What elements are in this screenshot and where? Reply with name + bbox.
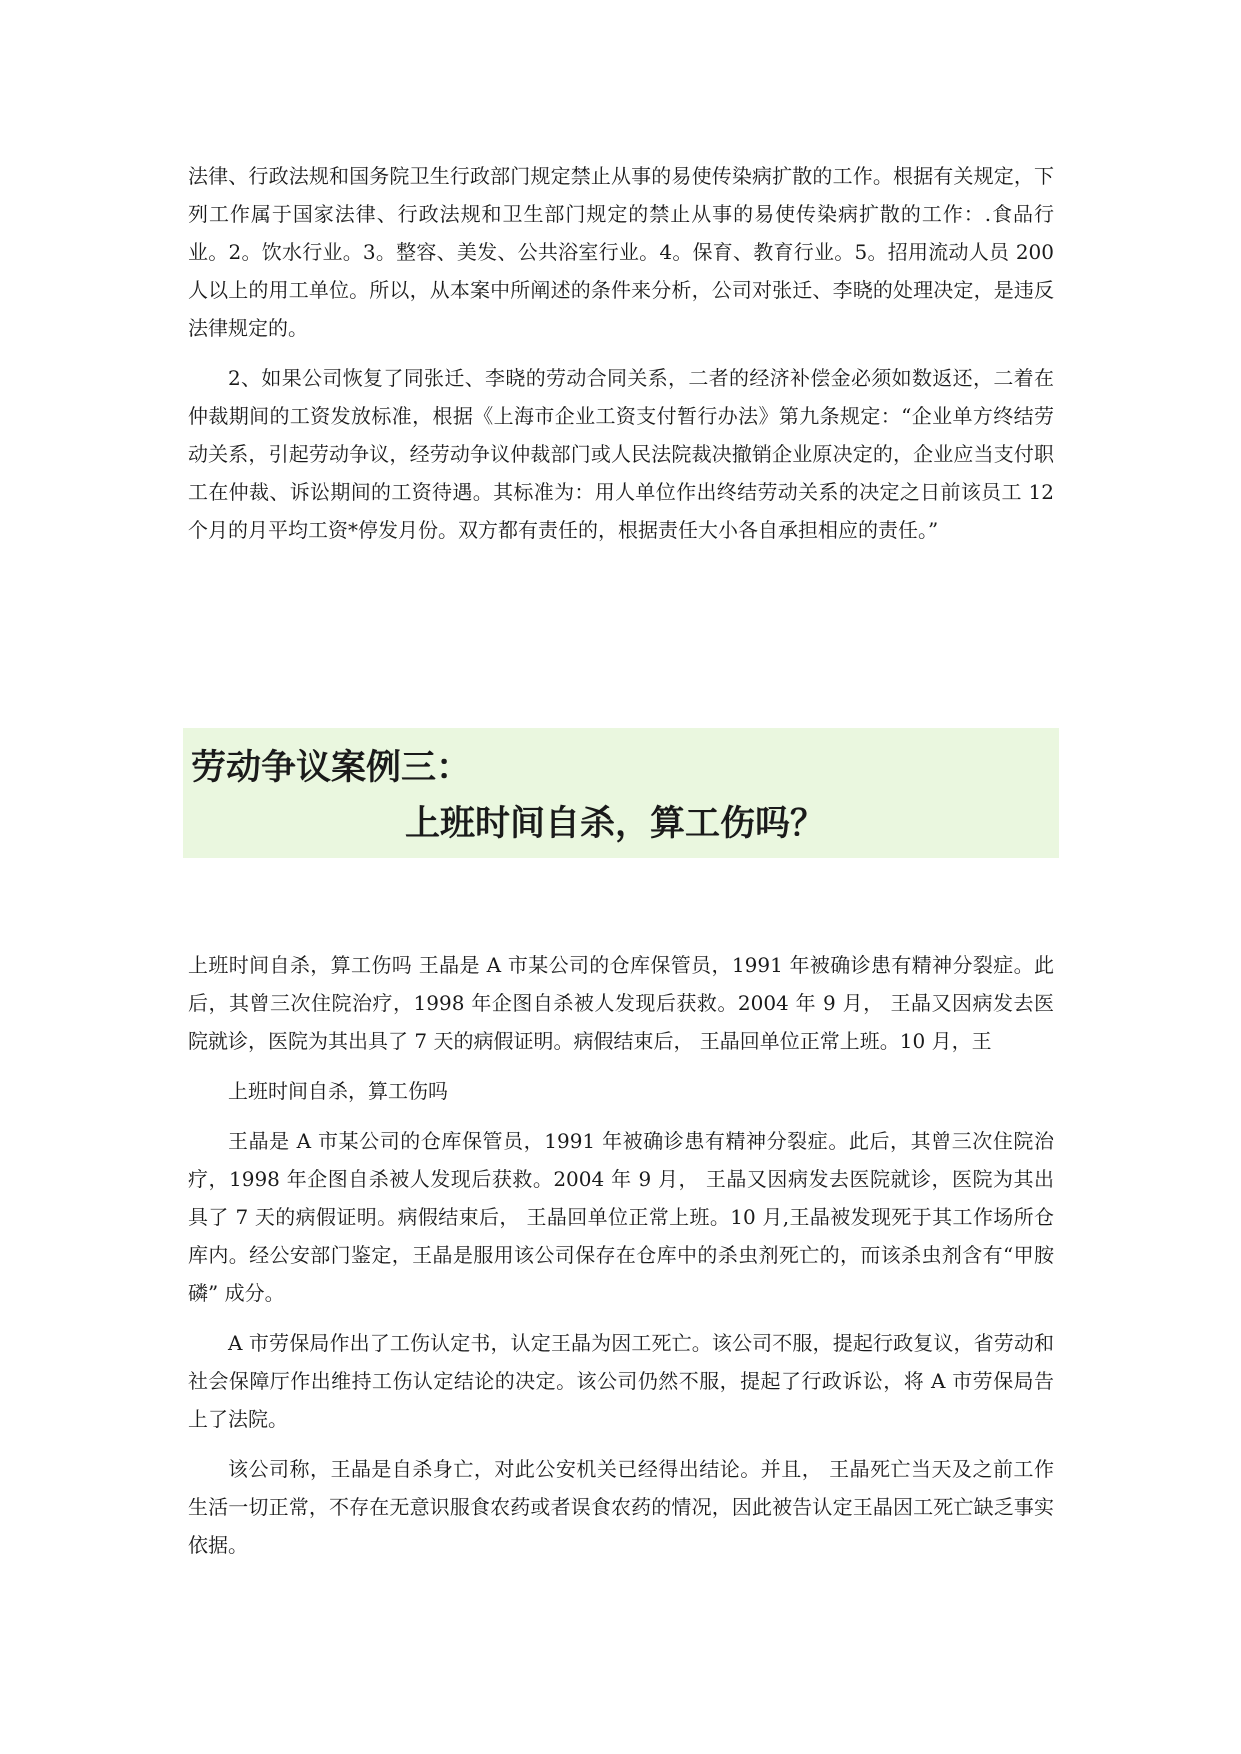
case-title-heading: 劳动争议案例三： — [191, 747, 472, 788]
case-title-subheading: 上班时间自杀，算工伤吗？ — [405, 803, 826, 844]
paragraph-compensation: 2、如果公司恢复了同张迁、李晓的劳动合同关系，二者的经济补偿金必须如数返还，二着在仲裁期间的工资发放标准，根据《上海市企业工资支付暂行办法》第九条规定：“企业单方终结劳动关系，引起劳动争议，经劳动争议仲裁部门或人民法院裁决撤销企业原决定的，企业应当支付职工在仲裁、诉讼期间的工资待遇。其标准为：用人单位作出终结劳动关系的决定之日前该员工 12 个月的月平均工资*停发月份。双方都有责任的，根据责任大小各自承担相应的责任。” — [188, 366, 1054, 542]
paragraph-case-subtitle: 上班时间自杀，算工伤吗 — [228, 1079, 448, 1103]
paragraph-company-claim: 该公司称，王晶是自杀身亡，对此公安机关已经得出结论。并且， 王晶死亡当天及之前工作生活一切正常，不存在无意识服食农药或者误食农药的情况，因此被告认定王晶因工死亡缺乏事实依据。 — [188, 1457, 1054, 1557]
case-body-section — [188, 946, 1054, 1576]
paragraph-case-summary: 上班时间自杀，算工伤吗 王晶是 A 市某公司的仓库保管员，1991 年被确诊患有精神分裂症。此后，其曾三次住院治疗，1998 年企图自杀被人发现后获救。2004 年 9 月， 王晶又因病发去医院就诊，医院为其出具了 7 天的病假证明。病假结束后， 王晶回单位正常上班。10 月，王 — [188, 953, 1054, 1053]
top-text-section — [188, 157, 1054, 561]
paragraph-case-ruling: A 市劳保局作出了工伤认定书，认定王晶为因工死亡。该公司不服，提起行政复议，省劳动和社会保障厅作出维持工伤认定结论的决定。该公司仍然不服，提起了行政诉讼，将 A 市劳保局告上了法院。 — [188, 1331, 1054, 1431]
paragraph-case-facts: 王晶是 A 市某公司的仓库保管员，1991 年被确诊患有精神分裂症。此后，其曾三次住院治疗，1998 年企图自杀被人发现后获救。2004 年 9 月， 王晶又因病发去医院就诊，医院为其出具了 7 天的病假证明。病假结束后， 王晶回单位正常上班。10 月,王晶被发现死于其工作场所仓库内。经公安部门鉴定，王晶是服用该公司保存在仓库中的杀虫剂死亡的，而该杀虫剂含有“甲胺磷” 成分。 — [188, 1129, 1054, 1305]
paragraph-regulations: 法律、行政法规和国务院卫生行政部门规定禁止从事的易使传染病扩散的工作。根据有关规定，下列工作属于国家法律、行政法规和卫生部门规定的禁止从事的易使传染病扩散的工作：.食品行业。2。饮水行业。3。整容、美发、公共浴室行业。4。保育、教育行业。5。招用流动人员 200 人以上的用工单位。所以，从本案中所阐述的条件来分析，公司对张迁、李晓的处理决定，是违反法律规定的。 — [188, 164, 1054, 340]
case-title-banner — [183, 728, 1059, 858]
